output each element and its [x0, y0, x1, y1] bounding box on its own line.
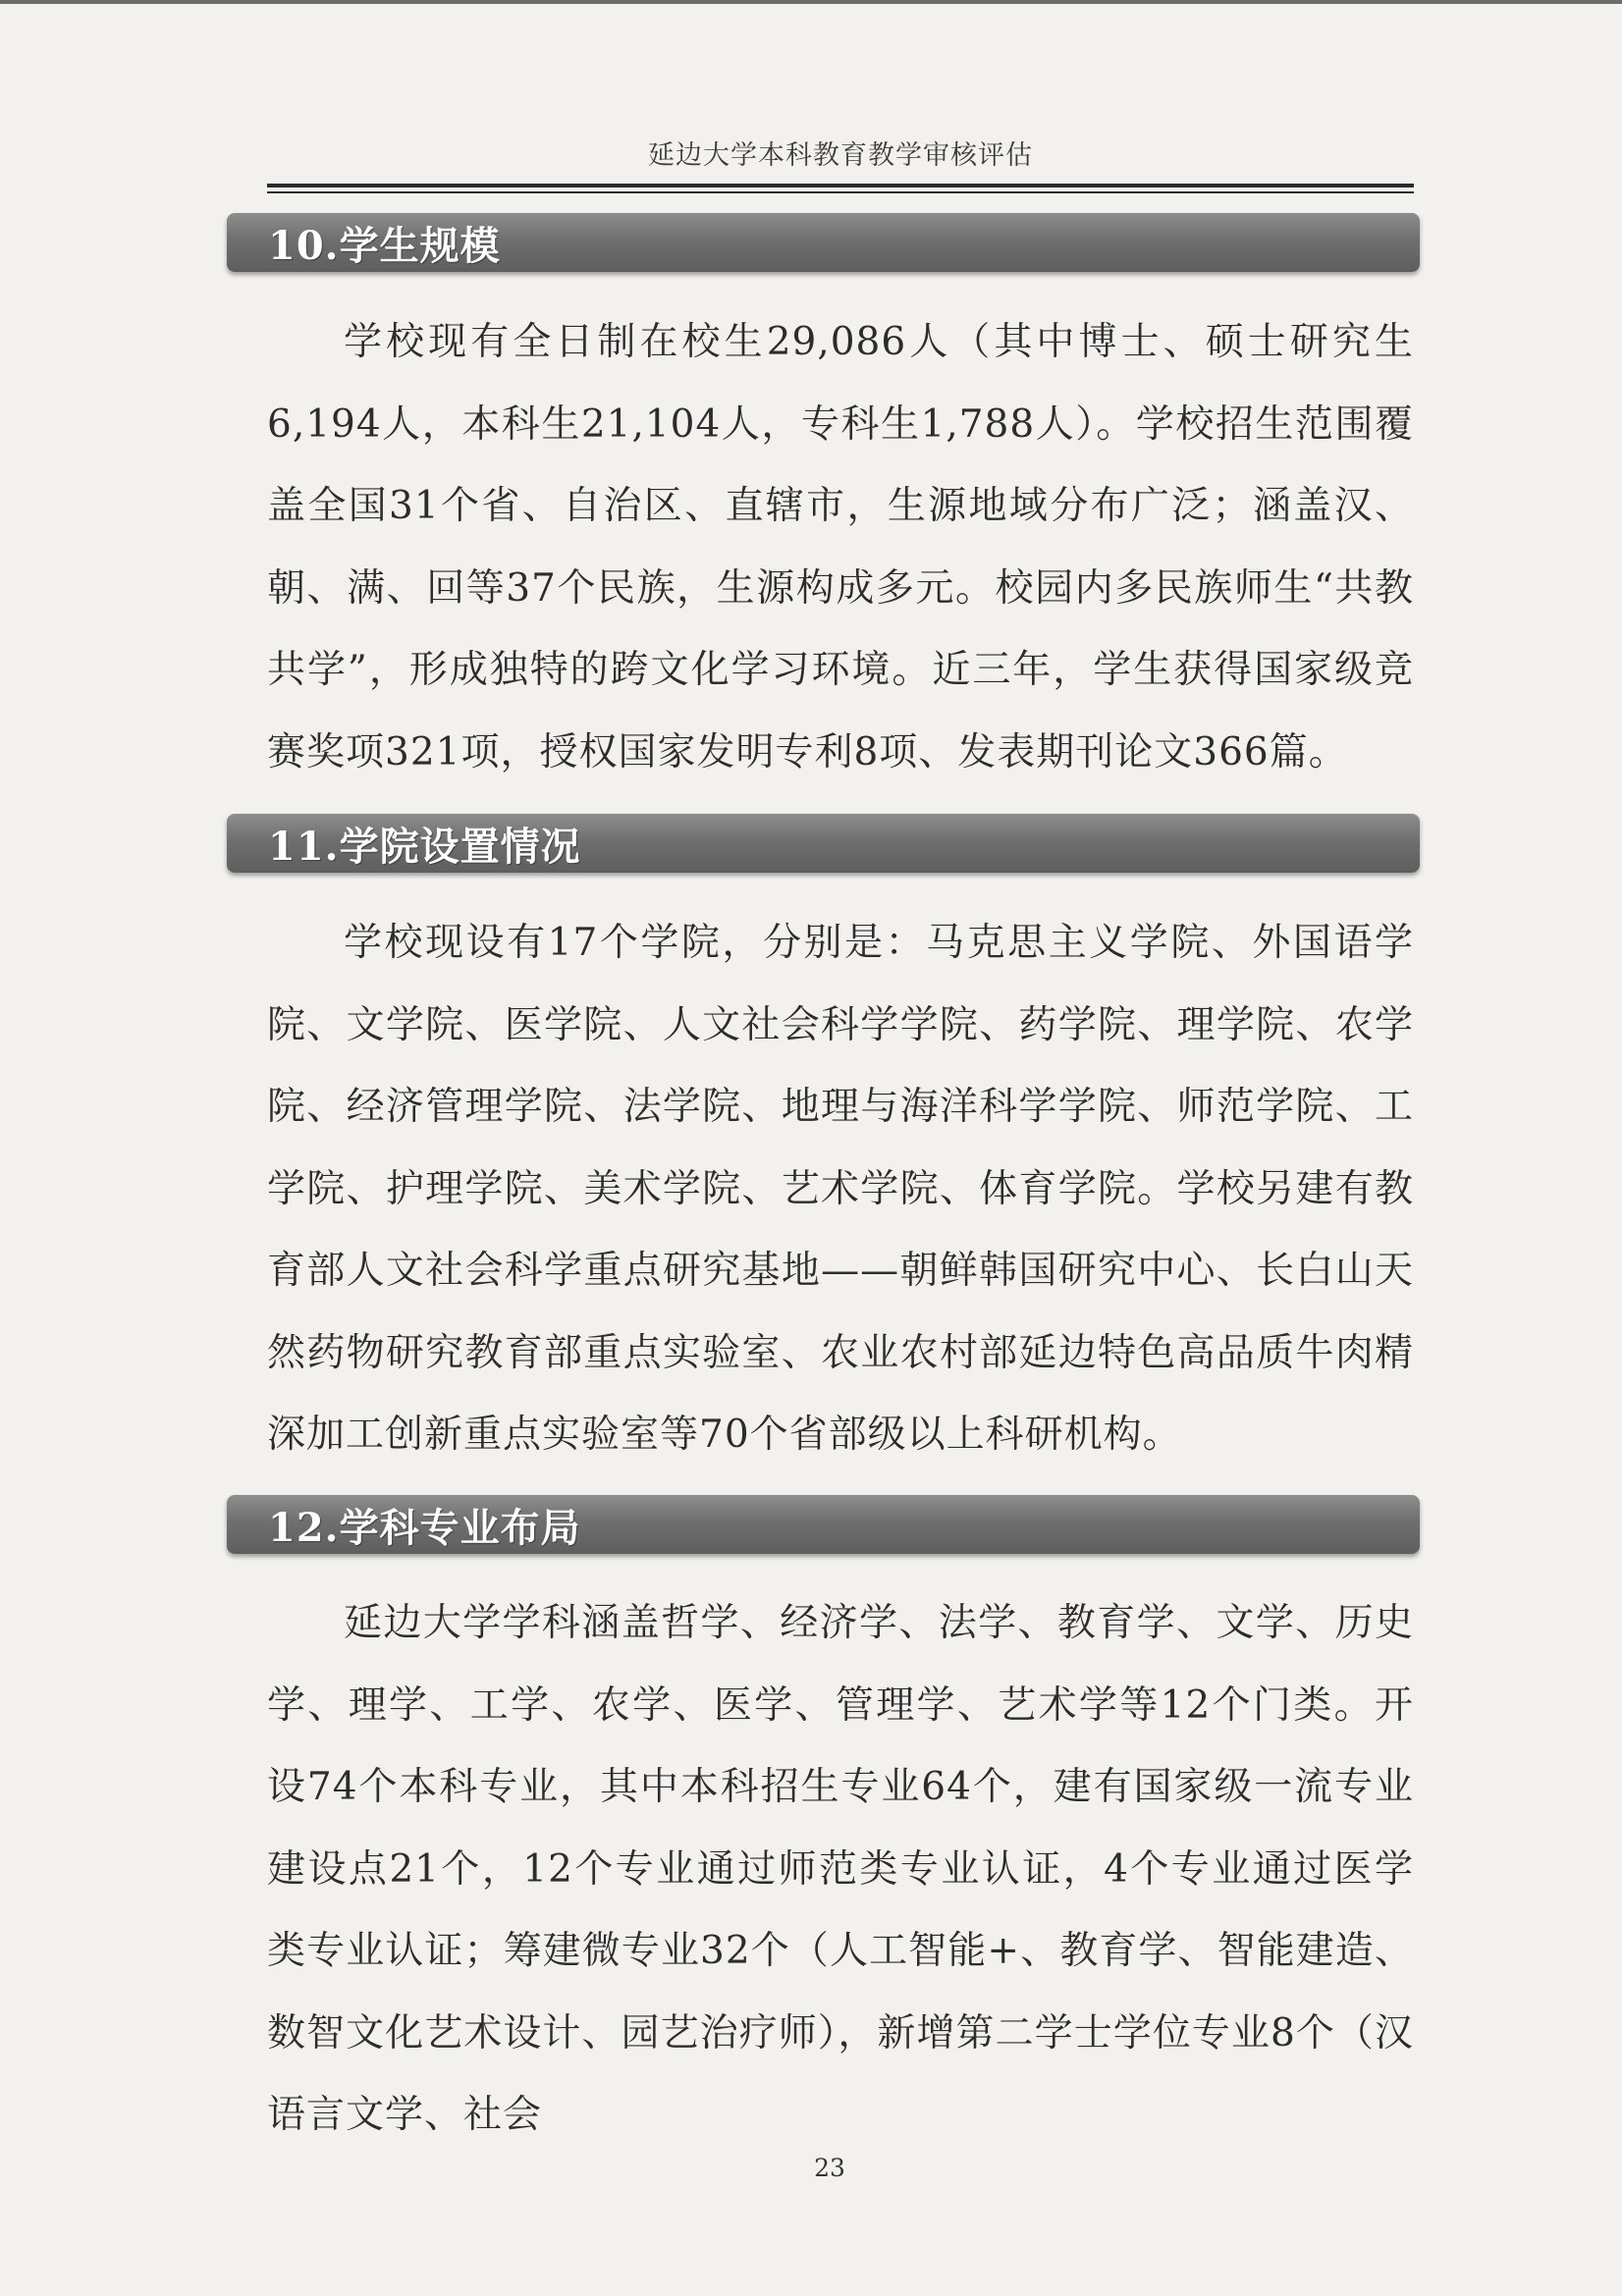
section-12-title: 12.学科专业布局	[268, 1504, 581, 1551]
section-10-heading-bar	[227, 213, 1420, 272]
section-12-body: 延边大学学科涵盖哲学、经济学、法学、教育学、文学、历史学、理学、工学、农学、医学、管理学、艺术学等12个门类。开设74个本科专业，其中本科招生专业64个，建有国家级一流专业建设点21个，12个专业通过师范类专业认证，4个专业通过医学类专业认证；筹建微专业32个（人工智能+、教育学、智能建造、数智文化艺术设计、园艺治疗师），新增第二学士学位专业8个（汉语言文学、社会	[267, 1601, 1414, 2137]
running-header: 延边大学本科教育教学审核评估	[648, 140, 1033, 171]
section-11-body: 学校现设有17个学院，分别是：马克思主义学院、外国语学院、文学院、医学院、人文社会科学学院、药学院、理学院、农学院、经济管理学院、法学院、地理与海洋科学学院、师范学院、工学院、护理学院、美术学院、艺术学院、体育学院。学校另建有教育部人文社会科学重点研究基地——朝鲜韩国研究中心、长白山天然药物研究教育部重点实验室、农业农村部延边特色高品质牛肉精深加工创新重点实验室等70个省部级以上科研机构。	[267, 921, 1414, 1457]
section-10-body: 学校现有全日制在校生29,086人（其中博士、硕士研究生6,194人，本科生21,104人，专科生1,788人）。学校招生范围覆盖全国31个省、自治区、直辖市，生源地域分布广泛；涵盖汉、朝、满、回等37个民族，生源构成多元。校园内多民族师生“共教共学”，形成独特的跨文化学习环境。近三年，学生获得国家级竞赛奖项321项，授权国家发明专利8项、发表期刊论文366篇。	[267, 320, 1414, 774]
section-11-heading-bar	[227, 814, 1420, 873]
page-number: 23	[814, 2154, 845, 2182]
header-rule-thin	[267, 191, 1414, 193]
header-rule-thick	[267, 184, 1414, 187]
section-11-title: 11.学院设置情况	[268, 823, 581, 870]
section-12-heading-bar	[227, 1495, 1420, 1554]
scan-edge	[0, 0, 1622, 4]
section-10-title: 10.学生规模	[268, 222, 501, 269]
